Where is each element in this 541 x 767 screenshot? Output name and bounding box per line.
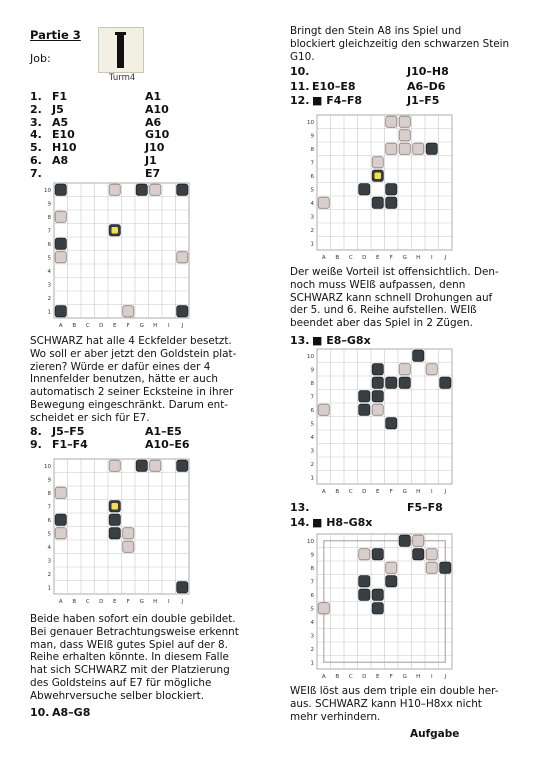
black-stone — [413, 350, 424, 361]
black-stone — [372, 364, 383, 375]
row-label: 7 — [47, 504, 51, 511]
black-stone — [177, 460, 188, 471]
white-stone — [372, 404, 383, 415]
col-label: D — [362, 255, 367, 261]
text-line: Innenfelder benutzen, hätte er auch — [30, 373, 219, 386]
white-stone — [55, 252, 66, 263]
black-stone — [399, 377, 410, 388]
col-label: B — [335, 674, 340, 680]
black-move: J1–F5 — [407, 94, 440, 107]
col-label: F — [389, 255, 393, 261]
col-label: B — [335, 255, 340, 261]
row-label: 7 — [310, 394, 314, 401]
col-label: F — [126, 323, 130, 329]
row-label: 2 — [47, 572, 51, 579]
black-stone — [359, 576, 370, 587]
text-line: SCHWARZ hat alle 4 Eckfelder besetzt. — [30, 335, 232, 347]
row-label: 9 — [47, 477, 51, 484]
black-move: E7 — [145, 166, 161, 180]
row-label: 4 — [47, 269, 51, 276]
text-line: blockiert gleichzeitig den schwarzen Stein — [290, 37, 510, 50]
text-line: Bei genauer Betrachtungsweise erkennt — [30, 625, 239, 638]
row-label: 8 — [47, 491, 51, 498]
black-stone — [359, 589, 370, 600]
row-label: 7 — [310, 579, 314, 586]
move-number: 6. — [30, 154, 42, 167]
text-line: Reihe erhalten könnte. In diesem Falle — [30, 651, 229, 664]
text-line: hat sich SCHWARZ mit der Platzierung — [30, 664, 230, 677]
text-line: zieren? Würde er dafür eines der 4 — [30, 360, 211, 373]
board-diagram-3 — [305, 112, 475, 262]
white-move: H10 — [52, 141, 77, 155]
row-label: 10 — [44, 188, 51, 195]
text-line: SCHWARZ kann schnell Drohungen auf — [290, 291, 493, 304]
black-stone — [399, 535, 410, 546]
row-label: 5 — [310, 187, 314, 194]
row-label: 1 — [310, 660, 314, 667]
text-line: Beide haben sofort ein double gebildet. — [30, 613, 236, 625]
col-label: B — [72, 599, 77, 605]
text-line: Bewegung eingeschränkt. Darum ent- — [30, 398, 229, 411]
col-label: G — [139, 599, 144, 605]
col-label: C — [85, 599, 90, 605]
text-line: der 5. und 6. Reihe aufstellen. WEIß — [290, 304, 477, 317]
col-label: G — [402, 674, 407, 680]
job-label: Job: — [30, 52, 51, 65]
white-stone — [123, 541, 134, 552]
move-number: 10. — [290, 65, 310, 78]
col-label: I — [430, 674, 433, 680]
text-line: Abwehrversuche selber blockiert. — [30, 689, 205, 702]
row-label: 8 — [310, 147, 314, 154]
row-label: 6 — [310, 593, 314, 600]
black-stone — [386, 197, 397, 208]
gold-stone — [112, 503, 119, 510]
white-stone — [399, 143, 410, 154]
white-move: ■ F4–F8 — [312, 94, 363, 107]
row-label: 3 — [310, 633, 314, 640]
white-move: A8 — [52, 154, 69, 167]
black-move: J1 — [145, 154, 157, 167]
white-stone — [150, 184, 161, 195]
row-label: 2 — [310, 647, 314, 654]
row-label: 8 — [310, 566, 314, 573]
row-label: 5 — [310, 421, 314, 428]
col-label: E — [113, 323, 117, 329]
white-stone — [109, 184, 120, 195]
white-stone — [150, 460, 161, 471]
text-line: man, dass WEIß gutes Spiel auf der 8. — [30, 638, 228, 651]
move-number: 7. — [30, 166, 42, 180]
white-stone — [123, 306, 134, 317]
row-label: 10 — [307, 539, 314, 546]
board-diagram-1 — [42, 180, 212, 330]
white-move: J5 — [52, 102, 64, 116]
row-label: 1 — [47, 585, 51, 592]
row-label: 5 — [47, 255, 51, 262]
col-label: G — [139, 323, 144, 329]
text-line: aus. SCHWARZ kann H10–H8xx nicht — [290, 697, 482, 710]
text-line: WEIß löst aus dem triple ein double her- — [290, 685, 499, 697]
col-label: J — [181, 599, 184, 605]
col-label: I — [430, 255, 433, 261]
col-label: C — [348, 255, 353, 261]
col-label: C — [348, 489, 353, 495]
white-stone — [318, 404, 329, 415]
white-stone — [413, 535, 424, 546]
move-number: 8. — [30, 425, 42, 438]
white-move: A5 — [52, 115, 69, 129]
row-label: 3 — [310, 448, 314, 455]
paragraph-4 — [290, 266, 515, 330]
text-line: G10. — [290, 50, 315, 63]
black-stone — [372, 391, 383, 402]
col-label: A — [321, 674, 326, 680]
black-stone — [136, 460, 147, 471]
move-number: 2. — [30, 102, 42, 116]
black-stone — [177, 582, 188, 593]
black-stone — [359, 404, 370, 415]
row-label: 9 — [47, 201, 51, 208]
white-move: F1–F4 — [52, 438, 88, 451]
col-label: J — [444, 255, 447, 261]
text-line: des Goldsteins auf E7 für mögliche — [30, 676, 212, 689]
board-diagram-2 — [42, 456, 212, 606]
white-stone — [372, 157, 383, 168]
col-label: F — [126, 599, 130, 605]
footer-link-aufgabe[interactable]: Aufgabe — [410, 728, 460, 740]
white-stone — [386, 143, 397, 154]
board-diagram-4 — [305, 346, 475, 496]
white-stone — [399, 364, 410, 375]
white-stone — [177, 252, 188, 263]
white-move: E10 — [52, 128, 75, 142]
black-move: J10 — [145, 141, 165, 155]
row-label: 2 — [310, 462, 314, 469]
white-stone — [399, 130, 410, 141]
row-label: 8 — [310, 381, 314, 388]
black-stone — [372, 589, 383, 600]
black-stone — [55, 238, 66, 249]
white-stone — [55, 528, 66, 539]
black-stone — [55, 514, 66, 525]
board-diagram-5 — [305, 531, 475, 681]
row-label: 3 — [47, 282, 51, 289]
black-stone — [109, 528, 120, 539]
col-label: A — [58, 599, 63, 605]
black-stone — [413, 549, 424, 560]
col-label: B — [335, 489, 340, 495]
move-number: 11. — [290, 79, 310, 93]
text-line: Der weiße Vorteil ist offensichtlich. Den- — [290, 266, 499, 278]
black-stone — [386, 418, 397, 429]
black-move: A6–D6 — [407, 79, 446, 93]
col-label: E — [113, 599, 117, 605]
white-move: E10–E8 — [312, 79, 356, 93]
black-stone — [177, 184, 188, 195]
row-label: 10 — [307, 120, 314, 127]
row-label: 3 — [47, 558, 51, 565]
paragraph-1 — [30, 335, 275, 425]
row-label: 6 — [310, 408, 314, 415]
row-label: 9 — [310, 133, 314, 140]
col-label: I — [167, 323, 170, 329]
white-stone — [413, 143, 424, 154]
tower-piece-icon — [98, 27, 144, 73]
black-stone — [372, 603, 383, 614]
black-move: G10 — [145, 128, 170, 142]
row-label: 4 — [47, 545, 51, 552]
move-number: 12. — [290, 94, 310, 107]
row-label: 7 — [47, 228, 51, 235]
col-label: B — [72, 323, 77, 329]
row-label: 1 — [47, 309, 51, 316]
col-label: E — [376, 255, 380, 261]
text-line: noch muss WEIß aufpassen, denn — [290, 278, 466, 291]
white-move: F1 — [52, 90, 68, 103]
text-line: scheidet er sich für E7. — [30, 411, 150, 424]
row-label: 1 — [310, 475, 314, 482]
white-stone — [55, 487, 66, 498]
black-move: A1–E5 — [145, 425, 182, 438]
black-stone — [440, 562, 451, 573]
col-label: J — [181, 323, 184, 329]
col-label: A — [321, 255, 326, 261]
white-stone — [426, 364, 437, 375]
white-move: J5–F5 — [52, 425, 85, 438]
white-stone — [318, 197, 329, 208]
col-label: J — [444, 489, 447, 495]
black-move: A10 — [145, 102, 169, 116]
gold-stone — [375, 173, 382, 180]
row-label: 6 — [47, 518, 51, 525]
row-label: 6 — [47, 242, 51, 249]
black-stone — [55, 184, 66, 195]
black-move: A1 — [145, 90, 162, 103]
row-label: 4 — [310, 201, 314, 208]
col-label: H — [153, 599, 158, 605]
paragraph-2 — [30, 613, 275, 703]
text-line: beendet aber das Spiel in 2 Zügen. — [290, 317, 473, 330]
black-stone — [372, 377, 383, 388]
paragraph-3 — [290, 25, 515, 63]
col-label: J — [444, 674, 447, 680]
page-title: Partie 3 — [30, 28, 81, 42]
black-stone — [359, 184, 370, 195]
white-stone — [109, 460, 120, 471]
col-label: H — [416, 674, 421, 680]
white-stone — [426, 549, 437, 560]
black-stone — [386, 576, 397, 587]
black-stone — [359, 391, 370, 402]
col-label: H — [416, 489, 421, 495]
col-label: A — [321, 489, 326, 495]
white-stone — [426, 562, 437, 573]
col-label: C — [348, 674, 353, 680]
row-label: 7 — [310, 160, 314, 167]
black-stone — [386, 184, 397, 195]
black-stone — [426, 143, 437, 154]
black-stone — [386, 377, 397, 388]
gold-stone — [112, 227, 119, 234]
col-label: F — [389, 674, 393, 680]
col-label: E — [376, 674, 380, 680]
col-label: H — [416, 255, 421, 261]
row-label: 1 — [310, 241, 314, 248]
col-label: F — [389, 489, 393, 495]
text-line: Bringt den Stein A8 ins Spiel und — [290, 25, 462, 37]
row-label: 6 — [310, 174, 314, 181]
col-label: I — [167, 599, 170, 605]
col-label: C — [85, 323, 90, 329]
white-stone — [359, 549, 370, 560]
move-number: 9. — [30, 438, 42, 451]
text-line: Wo soll er aber jetzt den Goldstein plat- — [30, 347, 237, 360]
col-label: D — [99, 323, 104, 329]
move-number: 1. — [30, 90, 42, 103]
col-label: G — [402, 489, 407, 495]
row-label: 10 — [44, 464, 51, 471]
move-number: 5. — [30, 141, 42, 155]
black-move: J10–H8 — [407, 65, 449, 78]
col-label: H — [153, 323, 158, 329]
row-label: 9 — [310, 552, 314, 559]
black-move: A6 — [145, 115, 162, 129]
text-line: automatisch 2 seiner Ecksteine in ihrer — [30, 386, 234, 399]
white-stone — [399, 116, 410, 127]
piece-caption: Turm4 — [109, 73, 136, 83]
black-stone — [372, 197, 383, 208]
white-stone — [318, 603, 329, 614]
row-label: 3 — [310, 214, 314, 221]
black-stone — [136, 184, 147, 195]
row-label: 2 — [310, 228, 314, 235]
col-label: A — [58, 323, 63, 329]
white-stone — [386, 116, 397, 127]
col-label: G — [402, 255, 407, 261]
row-label: 5 — [310, 606, 314, 613]
black-stone — [440, 377, 451, 388]
black-stone — [55, 306, 66, 317]
row-label: 10 — [307, 354, 314, 361]
black-stone — [177, 306, 188, 317]
move-number: 4. — [30, 128, 42, 142]
col-label: I — [430, 489, 433, 495]
row-label: 9 — [310, 367, 314, 374]
row-label: 8 — [47, 215, 51, 222]
col-label: D — [362, 489, 367, 495]
black-stone — [109, 514, 120, 525]
col-label: D — [362, 674, 367, 680]
row-label: 2 — [47, 296, 51, 303]
row-label: 5 — [47, 531, 51, 538]
white-stone — [55, 211, 66, 222]
white-stone — [386, 562, 397, 573]
row-label: 4 — [310, 620, 314, 627]
white-stone — [123, 528, 134, 539]
black-stone — [372, 549, 383, 560]
text-line: mehr verhindern. — [290, 710, 381, 723]
move-number: 3. — [30, 115, 42, 129]
black-move: A10–E6 — [145, 438, 190, 451]
col-label: E — [376, 489, 380, 495]
col-label: D — [99, 599, 104, 605]
row-label: 4 — [310, 435, 314, 442]
paragraph-5 — [290, 685, 515, 723]
